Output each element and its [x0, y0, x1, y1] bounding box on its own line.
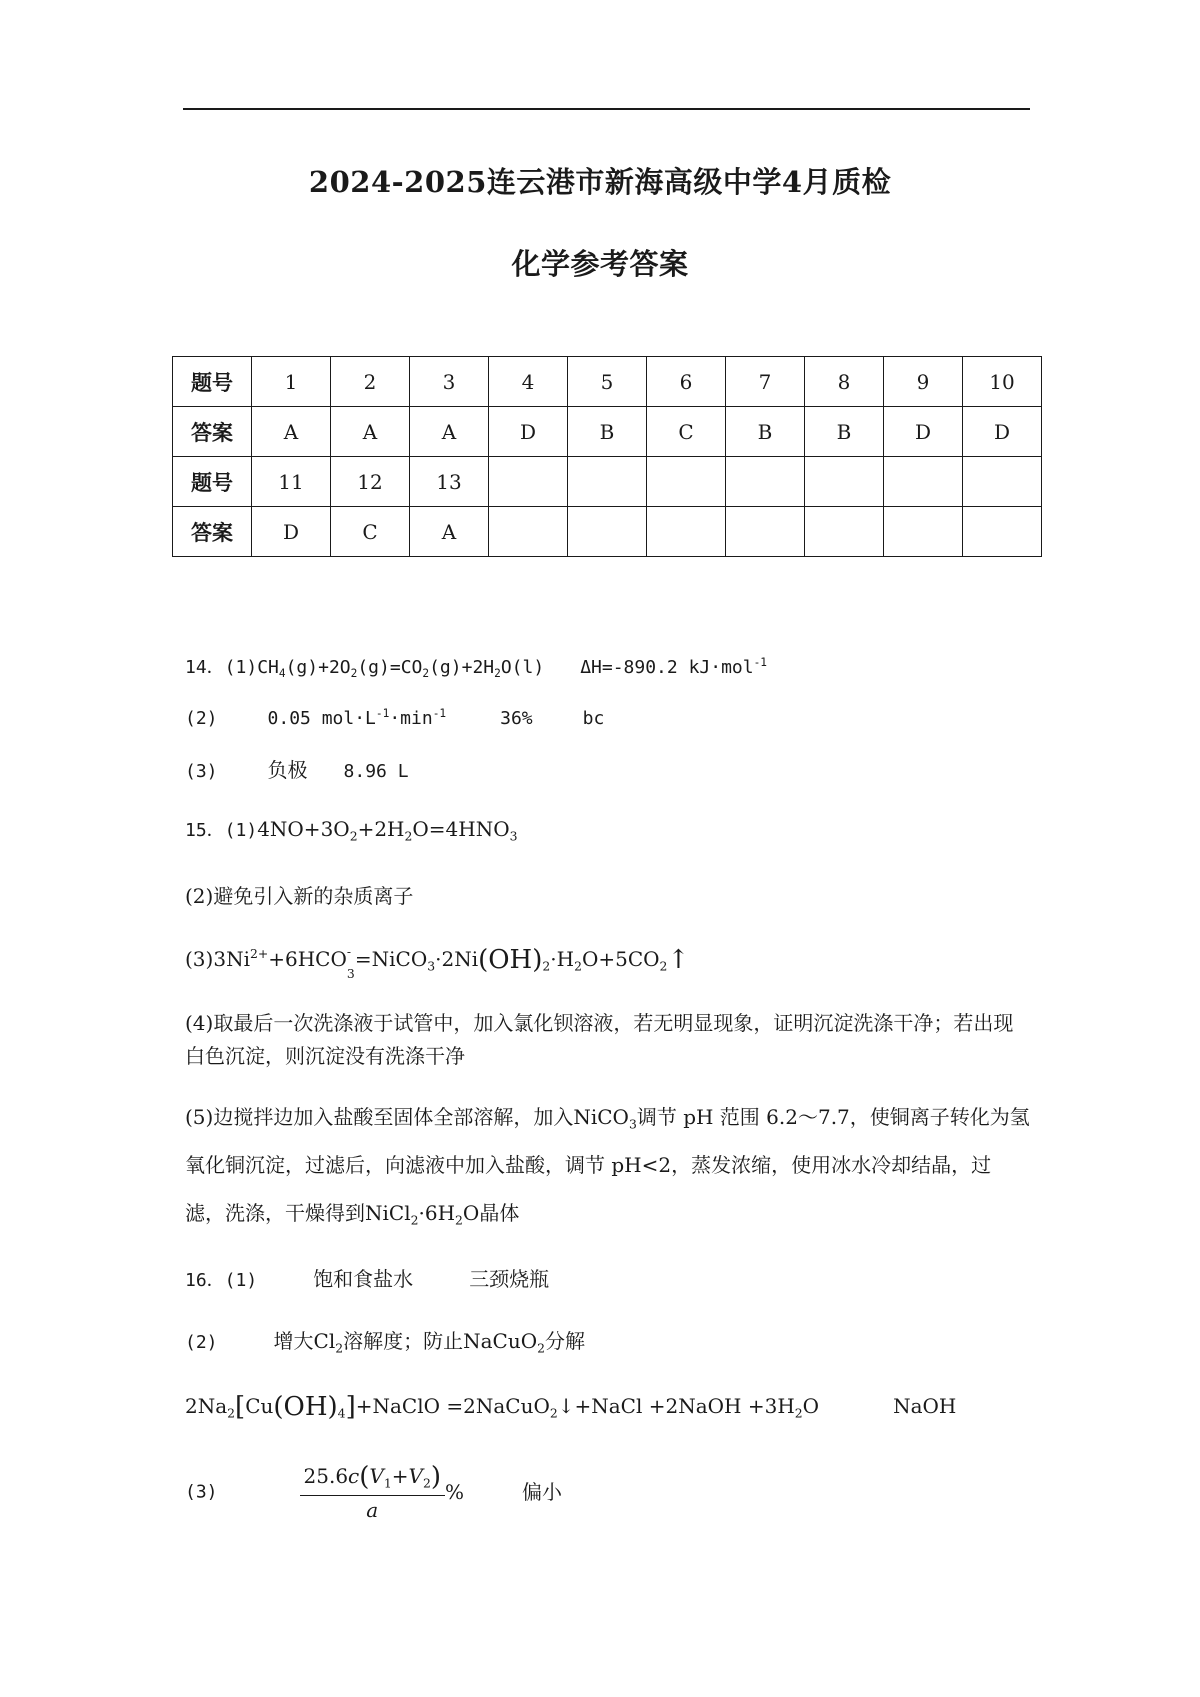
answer-cell — [647, 507, 726, 557]
answer-cell: D — [252, 507, 331, 557]
table-row — [173, 407, 1042, 457]
question-number: 8 — [805, 357, 884, 407]
question-number: 6 — [647, 357, 726, 407]
q16-apparatus: 三颈烧瓶 — [469, 1267, 550, 1291]
q14-volume: 8.96 L — [343, 761, 409, 782]
table-row — [173, 357, 1042, 407]
question-number: 2 — [331, 357, 410, 407]
row-label: 答案 — [173, 507, 252, 557]
q14-line2: (2) 0.05 $mol\cdot L^{-1}\cdot\min^{-1}$ 36% bc — [185, 706, 605, 729]
q15-equation-1: $4NO+3O_2+2H_2O=4HNO_3$ — [257, 817, 518, 844]
question-number: 11 — [252, 457, 331, 507]
question-number — [726, 457, 805, 507]
answer-cell: B — [805, 407, 884, 457]
row-label: 答案 — [173, 407, 252, 457]
q15-part4: (4)取最后一次洗涤液于试管中，加入氯化钡溶液，若无明显现象，证明沉淀洗涤干净；若出现白色沉淀，则沉淀没有洗涤干净 — [185, 1011, 1014, 1068]
answer-cell: B — [726, 407, 805, 457]
answer-cell: C — [647, 407, 726, 457]
q14-enthalpy: ΔH=-890.2 kJ·mol$^{-1}$ — [580, 655, 768, 678]
answer-cell — [568, 507, 647, 557]
page-subtitle: 化学参考答案 — [511, 247, 689, 281]
question-number: 3 — [410, 357, 489, 407]
q15-line3: $(3)3Ni^{2+}+6HCO$ - 3 $=NiCO_3\cdot 2Ni(OH)_2\cdot H_2O+5CO_2↑$ — [185, 944, 690, 981]
question-number — [963, 457, 1042, 507]
question-number: 4 — [489, 357, 568, 407]
page-title: 2024-2025连云港市新海高级中学4月质检 — [308, 165, 892, 199]
q16-equation: $2Na_2[Cu(OH)_4]+NaClO$ =2NaCuO$_2$↓+NaCl +2NaOH $+3H_2O$ — [185, 1392, 820, 1422]
answer-cell: A — [252, 407, 331, 457]
row-label: 题号 — [173, 457, 252, 507]
answer-cell: A — [410, 407, 489, 457]
q15-line2: (2)避免引入新的杂质离子 — [185, 884, 414, 908]
answer-cell — [726, 507, 805, 557]
answer-cell: D — [963, 407, 1042, 457]
q15-equation-3: $3Ni^{2+}+6HCO$ - 3 $=NiCO_3\cdot 2Ni(OH)_2\cdot H_2O+5CO_2↑$ — [213, 944, 690, 981]
q16-naoh: NaOH — [893, 1394, 957, 1418]
q15-line1: 15．$(1)4NO+3O_2+2H_2O=4HNO_3$ — [185, 817, 518, 844]
q14-choice: bc — [582, 708, 605, 729]
header-rule — [183, 108, 1030, 110]
q16-fraction: $\frac{25.6c(V_1+V_2)}{a}$ — [300, 1462, 446, 1522]
question-number — [647, 457, 726, 507]
q16-reagent: 饱和食盐水 — [313, 1267, 414, 1291]
answer-cell — [884, 507, 963, 557]
table-row — [173, 507, 1042, 557]
q16-line3 — [185, 1392, 956, 1423]
answer-cell — [963, 507, 1042, 557]
question-number — [489, 457, 568, 507]
q14-rate: 0.05 $mol\cdot L^{-1}\cdot\min^{-1}$ — [267, 706, 447, 729]
answer-cell: A — [331, 407, 410, 457]
question-number: 5 — [568, 357, 647, 407]
answer-table — [172, 356, 1042, 557]
table-row — [173, 457, 1042, 507]
q16-result: 偏小 — [522, 1480, 563, 1505]
answer-cell: A — [410, 507, 489, 557]
answer-cell: D — [489, 407, 568, 457]
question-number — [884, 457, 963, 507]
q15-part5: (5)边搅拌边加入盐酸至固体全部溶解，加入NiCO$_3$调节 pH 范围 6.2～7.7，使铜离子转化为氢氧化铜沉淀，过滤后，向滤液中加入盐酸，调节 pH<2，蒸发浓缩，使用冰水冷却结晶，过滤，洗涤，干燥得到$NiCl_2\cdot 6H_2O$晶体 — [185, 1105, 1030, 1228]
q16-line1: 16．(1) 饱和食盐水 三颈烧瓶 — [185, 1267, 550, 1291]
answer-cell — [805, 507, 884, 557]
question-number: 9 — [884, 357, 963, 407]
q14-percent: 36% — [500, 708, 533, 729]
answer-cell — [489, 507, 568, 557]
answer-cell: B — [568, 407, 647, 457]
q16-line4: (3) $\frac{25.6c(V_1+V_2)}{a}$ % 偏小 — [185, 1462, 563, 1523]
q14-equation: $CH_4(g)+2O_2(g)=CO_2(g)+2H_2O(l)$ — [257, 657, 545, 680]
question-number — [568, 457, 647, 507]
q14-electrode: 负极 — [267, 758, 308, 782]
row-label: 题号 — [173, 357, 252, 407]
question-number: 10 — [963, 357, 1042, 407]
answer-cell: D — [884, 407, 963, 457]
question-number: 7 — [726, 357, 805, 407]
q16-line2: (2) 增大$Cl_2$溶解度；防止NaCuO$_2$分解 — [185, 1329, 586, 1356]
question-number — [805, 457, 884, 507]
q14-line1: 14．$(1)CH_4(g)+2O_2(g)=CO_2(g)+2H_2O(l)$ ΔH=-890.2 kJ·mol$^{-1}$ — [185, 655, 768, 680]
question-number: 1 — [252, 357, 331, 407]
q14-line3: (3) 负极 8.96 L — [185, 758, 409, 782]
question-number: 13 — [410, 457, 489, 507]
question-number: 12 — [331, 457, 410, 507]
answer-cell: C — [331, 507, 410, 557]
